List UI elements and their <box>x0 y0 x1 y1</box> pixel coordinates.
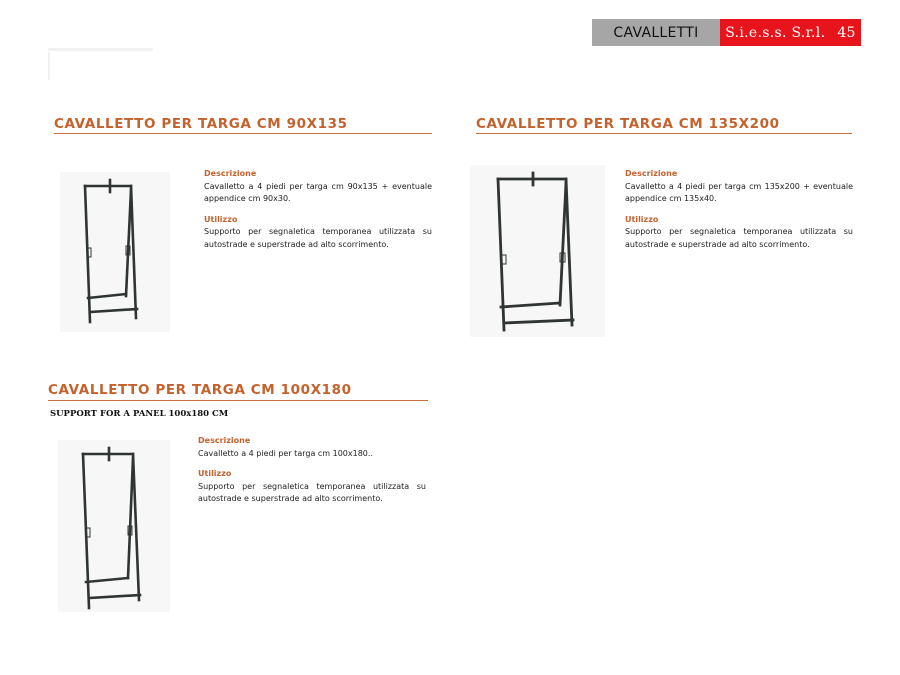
product-title: CAVALLETTO PER TARGA CM 90X135 <box>54 116 348 132</box>
usage-label: Utilizzo <box>625 214 659 224</box>
page-number: 45 <box>837 24 856 41</box>
product-description <box>625 168 853 259</box>
page-header <box>592 19 861 46</box>
title-rule <box>54 133 432 134</box>
usage-text: Supporto per segnaletica temporanea utilizzata su autostrade e superstrade ad alto scorrimento. <box>198 481 426 503</box>
product-title: CAVALLETTO PER TARGA CM 100X180 <box>48 382 352 398</box>
usage-label: Utilizzo <box>204 214 238 224</box>
title-rule <box>476 133 852 134</box>
company-name: S.i.e.s.s. S.r.l. <box>725 24 826 41</box>
company-label <box>720 19 861 46</box>
description-label: Descrizione <box>204 169 257 178</box>
product-image-stand <box>58 440 170 612</box>
faint-mark <box>48 52 50 80</box>
section-label: CAVALLETTI <box>592 19 720 46</box>
usage-text: Supporto per segnaletica temporanea utilizzata su autostrade e superstrade ad alto scorrimento. <box>625 227 853 249</box>
faint-mark <box>48 48 153 51</box>
product-image-stand <box>470 165 605 337</box>
product-image-stand <box>60 172 170 332</box>
usage-text: Supporto per segnaletica temporanea utilizzata su autostrade e superstrade ad alto scorrimento. <box>204 227 432 249</box>
product-title: CAVALLETTO PER TARGA CM 135X200 <box>476 116 780 132</box>
title-rule <box>48 400 428 401</box>
description-label: Descrizione <box>198 436 251 445</box>
description-text: Cavalletto a 4 piedi per targa cm 135x200 + eventuale appendice cm 135x40. <box>625 181 853 203</box>
description-label: Descrizione <box>625 169 678 178</box>
description-text: Cavalletto a 4 piedi per targa cm 100x180.. <box>198 448 373 458</box>
product-description <box>204 168 432 259</box>
usage-label: Utilizzo <box>198 469 232 478</box>
product-description <box>198 435 426 514</box>
product-subtitle: SUPPORT FOR A PANEL 100x180 CM <box>50 409 229 419</box>
description-text: Cavalletto a 4 piedi per targa cm 90x135 + eventuale appendice cm 90x30. <box>204 181 432 203</box>
